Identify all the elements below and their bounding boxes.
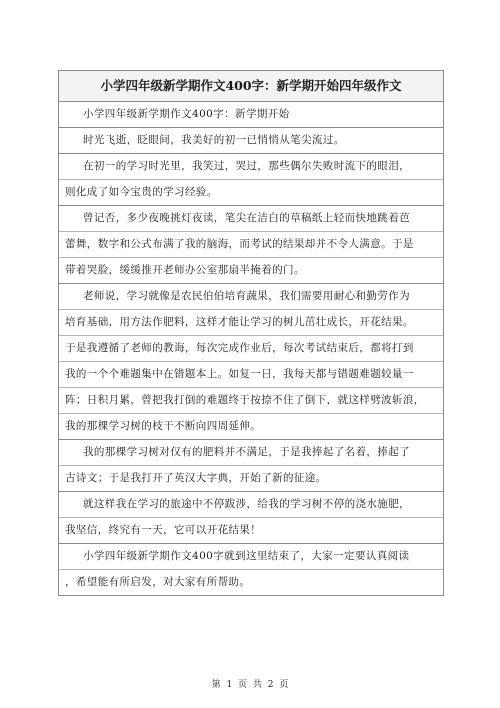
text-line: 我的那棵学习树的枝干不断向四周延伸。 bbox=[59, 414, 443, 440]
text-line: 时光飞逝，眨眼间，我美好的初一已悄悄从笔尖流过。 bbox=[59, 128, 443, 154]
text-line: 于是我遵循了老师的教诲，每次完成作业后，每次考试结束后，都将打到 bbox=[59, 336, 443, 362]
text-line: ，希望能有所启发，对大家有所帮助。 bbox=[59, 570, 443, 596]
text-line: 则化成了如今宝贵的学习经验。 bbox=[59, 180, 443, 206]
text-line: 我的一个个难题集中在错题本上。如复一日，我每天都与错题难题较量一 bbox=[59, 362, 443, 388]
paragraph-2 bbox=[58, 154, 444, 206]
document-title: 小学四年级新学期作文400字：新学期开始四年级作文 bbox=[58, 70, 444, 102]
text-line: 在初一的学习时光里，我笑过，哭过，那些偶尔失败时流下的眼泪， bbox=[59, 154, 443, 180]
paragraph-7 bbox=[58, 544, 444, 596]
text-line: 老师说，学习就像是农民伯伯培育蔬果，我们需要用耐心和勤劳作为 bbox=[59, 284, 443, 310]
text-line: 带着哭脸，缓缓推开老师办公室那扇半掩着的门。 bbox=[59, 258, 443, 284]
text-line: 古诗文；于是我打开了英汉大字典，开始了新的征途。 bbox=[59, 466, 443, 492]
paragraph-5 bbox=[58, 440, 444, 492]
text-line: 小学四年级新学期作文400字：新学期开始 bbox=[59, 102, 443, 128]
paragraph-6 bbox=[58, 492, 444, 544]
page-number: 第 1 页 共 2 页 bbox=[211, 680, 289, 690]
text-line: 我的那棵学习树对仅有的肥料并不满足，于是我捧起了名着，捧起了 bbox=[59, 440, 443, 466]
text-line: 我坚信，终究有一天，它可以开花结果！ bbox=[59, 518, 443, 544]
text-line: 阵；日积月累，曾把我打倒的难题终于按捺不住了倒下，就这样劈波斩浪， bbox=[59, 388, 443, 414]
paragraph-1 bbox=[58, 128, 444, 154]
text-line: 就这样我在学习的旅途中不停跋涉，给我的学习树不停的浇水施肥， bbox=[59, 492, 443, 518]
document-table bbox=[58, 70, 444, 596]
paragraph-4 bbox=[58, 284, 444, 440]
paragraph-0 bbox=[58, 102, 444, 128]
text-line: 培育基础，用方法作肥料，这样才能让学习的树儿茁壮成长，开花结果。 bbox=[59, 310, 443, 336]
text-line: 曾记否，多少夜晚挑灯夜读，笔尖在洁白的草稿纸上轻而快地跳着芭 bbox=[59, 206, 443, 232]
text-line: 小学四年级新学期作文400字就到这里结束了，大家一定要认真阅读 bbox=[59, 544, 443, 570]
paragraph-3 bbox=[58, 206, 444, 284]
text-line: 蕾舞，数字和公式布满了我的脑海，而考试的结果却并不令人满意。于是 bbox=[59, 232, 443, 258]
